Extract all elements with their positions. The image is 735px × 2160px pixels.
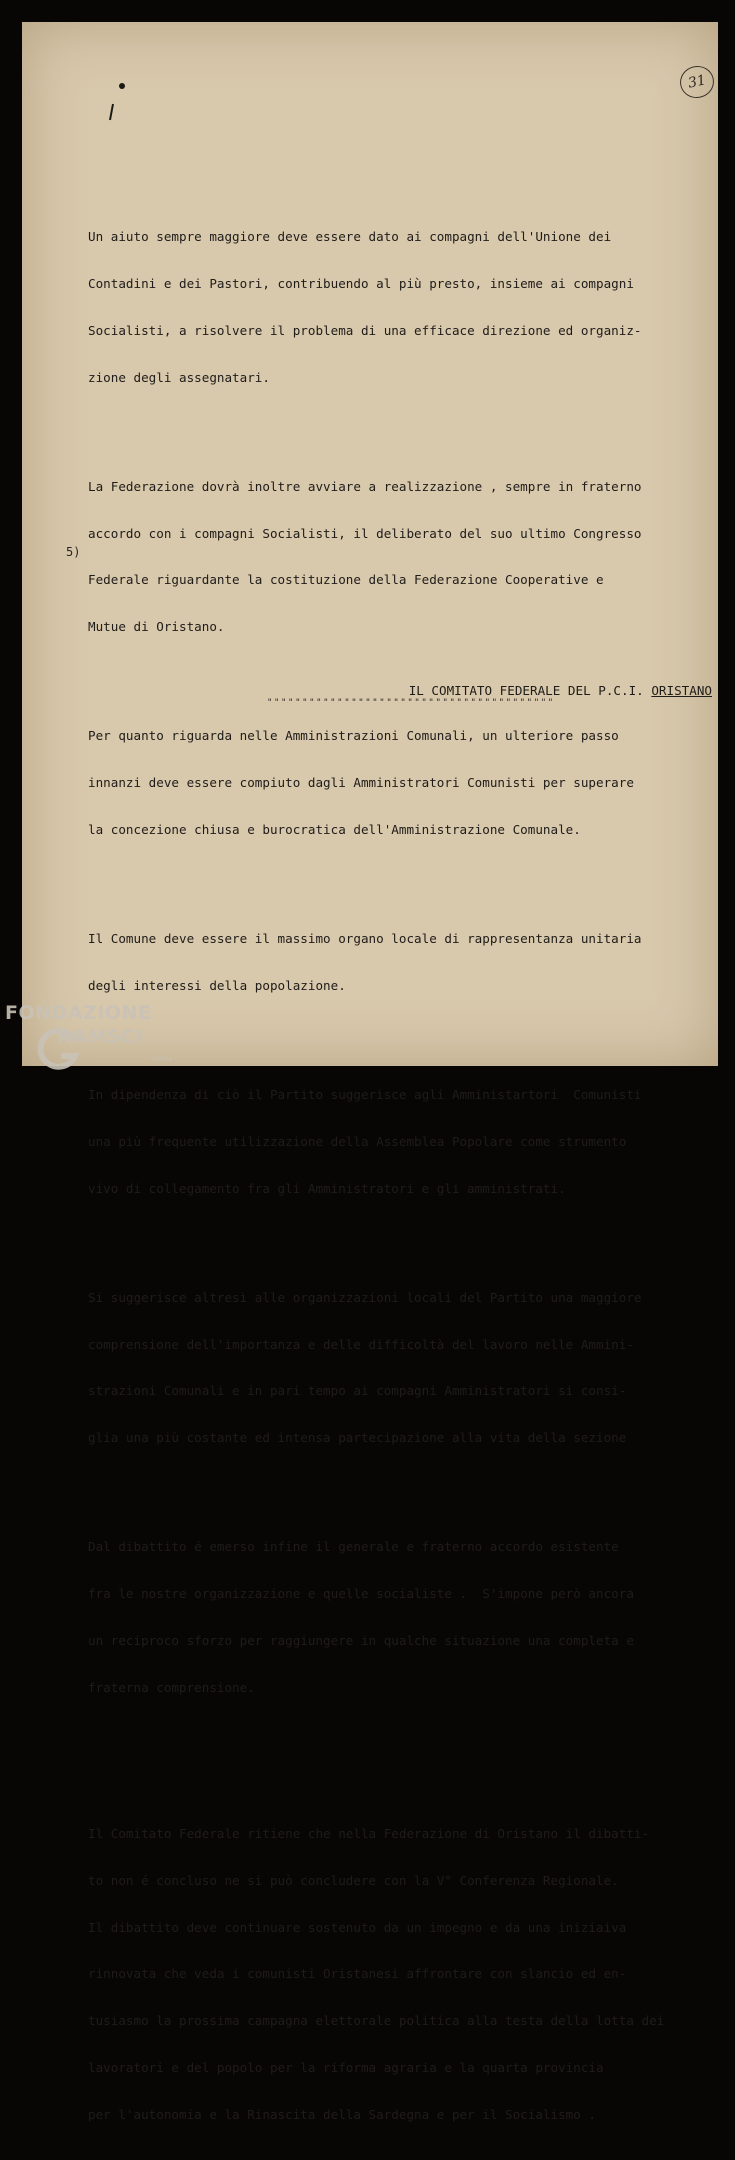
paragraph-gap (88, 1758, 728, 1764)
signature-place: ORISTANO (651, 683, 712, 698)
text-line: Il Comune deve essere il massimo organo locale di rappresentanza unitaria (88, 931, 642, 947)
text-line: fra le nostre organizzazione e quelle socialiste . S'impone però ancora (88, 1586, 634, 1602)
text-line: rinnovata che veda i comunisti Oristanesi affrontare con slancio ed en- (88, 1966, 627, 1982)
archive-watermark (5, 1002, 185, 1076)
paragraph (88, 1056, 728, 1228)
section-number: 5) (66, 545, 81, 559)
ink-mark (106, 82, 128, 124)
text-line: una più frequente utilizzazione della Assemblea Popolare come strumento (88, 1133, 627, 1149)
text-line: to non é concluso ne si può concludere con la V° Conferenza Regionale. (88, 1872, 619, 1888)
text-line: La Federazione dovrà inoltre avviare a realizzazione , sempre in fraterno (88, 478, 642, 494)
text-line: Per quanto riguarda nelle Amministrazioni Comunali, un ulteriore passo (88, 728, 619, 744)
watermark-sub: onlus (151, 1054, 173, 1063)
paragraph (88, 1259, 728, 1477)
text-line: Un aiuto sempre maggiore deve essere dato ai compagni dell'Unione dei (88, 229, 612, 245)
signature-prefix: IL COMITATO FEDERALE DEL P.C.I. (408, 683, 652, 698)
text-line: Il Comitato Federale ritiene che nella Federazione di Oristano il dibatti- (88, 1825, 650, 1841)
paragraph-section-5 (88, 1795, 728, 2154)
signature (382, 683, 712, 698)
text-line: Mutue di Oristano. (88, 619, 225, 635)
text-line: degli interessi della popolazione. (88, 977, 346, 993)
text-line: In dipendenza di ciò il Partito suggerisce agli Amministartori Comunisti (88, 1087, 642, 1103)
text-line: comprensione dell'importanza e delle difficoltà del lavoro nelle Ammini- (88, 1336, 634, 1352)
document-body (88, 167, 728, 2160)
text-line: Socialisti, a risolvere il problema di una efficace direzione ed organiz- (88, 322, 642, 338)
text-line: Il dibattito deve continuare sostenuto da un impegno e da una iniziaiva (88, 1919, 627, 1935)
text-line: accordo con i compagni Socialisti, il deliberato del suo ultimo Congresso (88, 525, 642, 541)
text-line: vivo di collegamento fra gli Amministratori e gli amministrati. (88, 1180, 566, 1196)
text-line: fraterna comprensione. (88, 1679, 255, 1695)
text-line: innanzi deve essere compiuto dagli Amministratori Comunisti per superare (88, 775, 634, 791)
document-page (22, 22, 718, 2122)
text-line: glia una più costante ed intensa partecipazione alla vita della sezione (88, 1430, 627, 1446)
watermark-line2: RAMSCI (57, 1026, 143, 1048)
text-line: Si suggerisce altresì alle organizzazioni locali del Partito una maggiore (88, 1289, 642, 1305)
text-line: la concezione chiusa e burocratica dell'Amministrazione Comunale. (88, 821, 581, 837)
closing-rule: """"""""""""""""""""""""""""""""""""""""" (267, 698, 555, 708)
paragraph (88, 198, 728, 416)
text-line: un reciproco sforzo per raggiungere in qualche situazione una completa e (88, 1632, 634, 1648)
paragraph (88, 1508, 728, 1726)
watermark-line1: FONDAZIONE (5, 1002, 152, 1024)
text-line: tusiasmo la prossima campagna elettorale politica alla testa della lotta dei (88, 2013, 665, 2029)
text-line: lavoratori e del popolo per la riforma agraria e la quarta provincia (88, 2059, 604, 2075)
text-line: strazioni Comunali e in pari tempo ai compagni Amministratori si consi- (88, 1383, 627, 1399)
text-line: zione degli assegnatari. (88, 369, 270, 385)
text-line: Contadini e dei Pastori, contribuendo al più presto, insieme ai compagni (88, 276, 634, 292)
folio-number: 31 (677, 63, 717, 101)
paragraph (88, 448, 728, 666)
paragraph (88, 697, 728, 869)
text-line: per l'autonomia e la Rinascita della Sardegna e per il Socialismo . (88, 2106, 596, 2122)
text-line: Dal dibattito é emerso infine il generale e fraterno accordo esistente (88, 1539, 619, 1555)
text-line: Federale riguardante la costituzione della Federazione Cooperative e (88, 572, 604, 588)
